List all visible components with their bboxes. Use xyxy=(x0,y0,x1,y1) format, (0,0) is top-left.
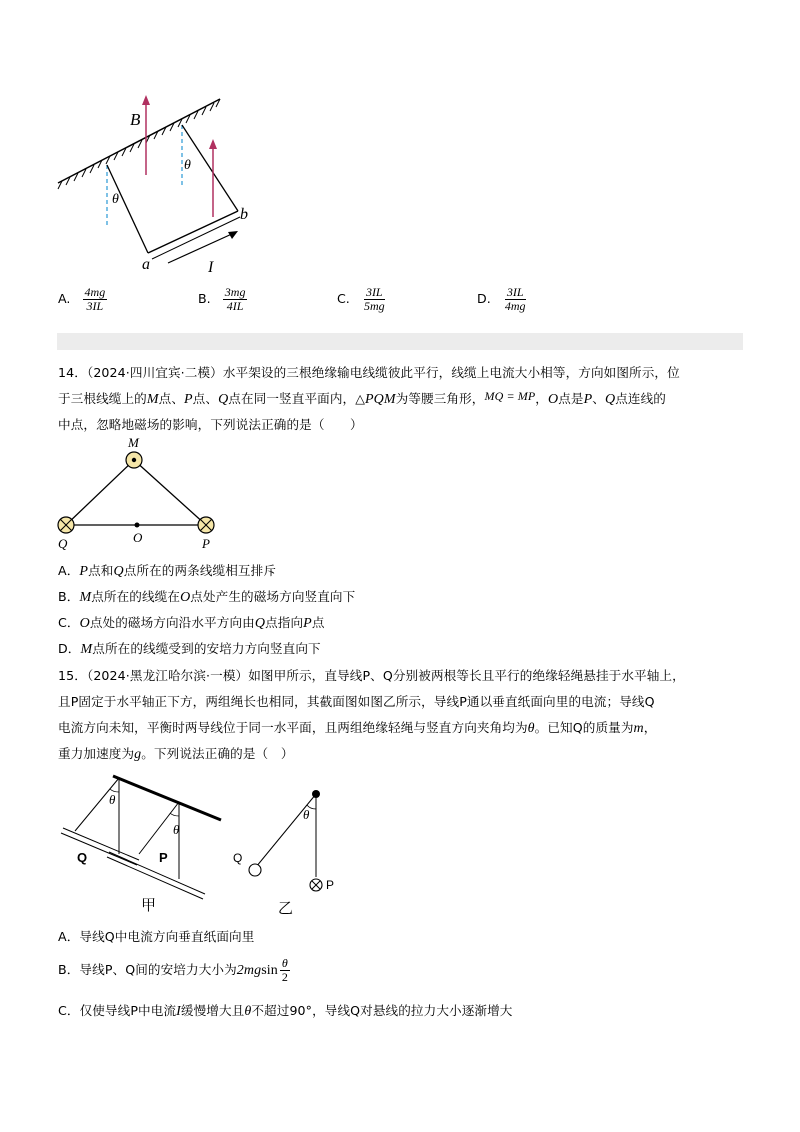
var-O: O xyxy=(180,590,191,605)
q14-option-B[interactable] xyxy=(58,586,355,606)
q13-label-a: a xyxy=(142,256,150,273)
numerator: 4mg xyxy=(84,285,106,299)
q14-stem-line-3 xyxy=(58,414,363,433)
option-letter: A． xyxy=(58,563,80,578)
text: 点、 xyxy=(192,391,219,406)
denominator: 2 xyxy=(281,970,288,984)
q14-number: 14． xyxy=(58,365,87,380)
q15-option-B[interactable] xyxy=(58,957,290,984)
text: A．导线Q中电流方向垂直纸面向里 xyxy=(58,929,255,944)
var-I: I xyxy=(176,1004,181,1019)
equation-MQ-MP: MQ = MP xyxy=(484,389,536,403)
q15-yi-label-P: P xyxy=(326,878,335,892)
text: 中点，忽略地磁场的影响，下列说法正确的是（ ） xyxy=(58,417,363,432)
option-letter: C． xyxy=(58,615,80,630)
text: 点处的磁场方向沿水平方向由 xyxy=(89,615,255,630)
var-M: M xyxy=(146,392,159,407)
option-letter: D． xyxy=(58,641,81,656)
var-P: P xyxy=(583,392,593,407)
text: 点所在的线缆在 xyxy=(91,589,181,604)
q15-jia-theta-2: θ xyxy=(173,822,180,837)
var-M: M xyxy=(79,590,92,605)
q14-fig-label-P: P xyxy=(202,536,210,551)
q15-figure-yi xyxy=(230,785,350,920)
q15-option-C[interactable] xyxy=(58,1000,512,1020)
var-theta: θ xyxy=(244,1004,252,1019)
q14-option-C[interactable] xyxy=(58,612,325,632)
text: ， xyxy=(643,720,657,735)
numerator: 3mg xyxy=(224,285,246,299)
q14-option-D[interactable] xyxy=(58,638,321,658)
fraction xyxy=(503,286,528,313)
q15-figure-jia xyxy=(55,770,230,915)
var-Q: Q xyxy=(113,564,124,579)
text: B．导线P、Q间的安培力大小为 xyxy=(58,962,237,977)
fraction xyxy=(362,286,387,313)
q13-option-C[interactable] xyxy=(337,286,387,313)
q14-stem-text: 水平架设的三根绝缘输电线缆彼此平行，线缆上电流大小相等，方向如图所示，位 xyxy=(222,365,680,380)
section-separator xyxy=(57,333,743,350)
var-M: M xyxy=(80,642,93,657)
denominator: 3IL xyxy=(86,299,104,313)
q14-stem-line-1 xyxy=(58,362,680,381)
text: 点指向 xyxy=(265,615,304,630)
text: 不超过90°，导线Q对悬线的拉力大小逐渐增大 xyxy=(251,1003,513,1018)
text: 点、 xyxy=(158,391,185,406)
q15-yi-theta: θ xyxy=(303,807,310,822)
q15-number: 15． xyxy=(58,668,87,683)
numerator: 3IL xyxy=(365,285,383,299)
option-letter: C. xyxy=(337,291,350,306)
var-O: O xyxy=(548,392,559,407)
text: 。已知Q的质量为 xyxy=(534,720,634,735)
q13-option-A[interactable] xyxy=(58,286,107,313)
q13-label-theta-right: θ xyxy=(184,158,191,173)
text: 、 xyxy=(592,391,605,406)
text: 点是 xyxy=(558,391,584,406)
text: 。下列说法正确的是（ ） xyxy=(141,746,294,761)
var-PQM: PQM xyxy=(365,392,396,407)
formula-2mg: 2mg xyxy=(236,963,262,978)
text: 点在同一竖直平面内，△ xyxy=(228,391,366,406)
q15-stem-line-3 xyxy=(58,717,656,737)
var-P: P xyxy=(303,616,312,631)
var-P: P xyxy=(79,564,89,579)
q14-source: （2024·四川宜宾·二模） xyxy=(86,365,223,380)
q13-option-B[interactable] xyxy=(198,286,247,313)
option-letter: A. xyxy=(58,291,71,306)
var-Q: Q xyxy=(254,616,266,631)
denominator: 5mg xyxy=(363,299,385,313)
q13-figure xyxy=(50,85,250,285)
q15-yi-label-Q: Q xyxy=(233,851,243,865)
q15-stem-line-2 xyxy=(58,691,655,710)
numerator: θ xyxy=(281,956,288,970)
fraction xyxy=(223,286,248,313)
text: C．仅使导线P中电流 xyxy=(58,1003,177,1018)
option-letter: B. xyxy=(198,291,211,306)
text: 点 xyxy=(311,615,325,630)
denominator: 4mg xyxy=(504,299,526,313)
var-Q: Q xyxy=(218,392,229,407)
q13-option-D[interactable] xyxy=(477,286,528,313)
text: 电流方向未知，平衡时两导线位于同一水平面，且两组绝缘轻绳与竖直方向夹角均为 xyxy=(58,720,528,735)
var-g: g xyxy=(134,747,142,762)
text: 于三根线缆上的 xyxy=(58,391,147,406)
q14-stem-line-2 xyxy=(58,388,666,408)
text: 点处产生的磁场方向竖直向下 xyxy=(190,589,356,604)
text: 点所在的线缆受到的安培力方向竖直向下 xyxy=(92,641,321,656)
q14-figure xyxy=(52,436,232,554)
var-m: m xyxy=(633,721,644,736)
text: 缓慢增大且 xyxy=(180,1003,245,1018)
q15-jia-caption: 甲 xyxy=(141,896,157,914)
text: 且P固定于水平轴正下方，两组绳长也相同，其截面图如图乙所示，导线P通以垂直纸面向里的电流；导线Q xyxy=(58,694,655,709)
denominator: 4IL xyxy=(226,299,244,313)
text: 点和 xyxy=(88,563,114,578)
var-theta: θ xyxy=(527,721,535,736)
numerator: 3IL xyxy=(506,285,524,299)
q15-stem-line-4 xyxy=(58,743,294,763)
fraction-theta-over-2 xyxy=(280,957,290,984)
var-P: P xyxy=(184,392,193,407)
var-O: O xyxy=(79,616,90,631)
q13-label-b: b xyxy=(240,206,248,223)
q13-label-theta-left: θ xyxy=(112,192,119,207)
q15-jia-label-P: P xyxy=(159,850,168,865)
formula-sin: sin xyxy=(261,963,278,978)
option-letter: D. xyxy=(477,291,491,306)
text: 为等腰三角形， xyxy=(395,391,485,406)
q14-fig-label-O: O xyxy=(133,530,143,545)
text: 点所在的两条线缆相互排斥 xyxy=(123,563,277,578)
q15-stem-line-1 xyxy=(58,665,685,684)
q14-fig-label-M: M xyxy=(128,436,139,450)
option-letter: B． xyxy=(58,589,80,604)
fraction xyxy=(83,286,108,313)
q14-fig-label-Q: Q xyxy=(58,536,68,551)
q15-option-A[interactable] xyxy=(58,926,254,945)
q13-label-B: B xyxy=(130,110,141,129)
q15-jia-theta-1: θ xyxy=(109,792,116,807)
text: 重力加速度为 xyxy=(58,746,135,761)
var-Q: Q xyxy=(604,392,616,407)
q13-label-I: I xyxy=(208,259,214,276)
text: 如图甲所示，直导线P、Q分别被两根等长且平行的绝缘轻绳悬挂于水平轴上， xyxy=(248,668,685,683)
q15-source: （2024·黑龙江哈尔滨·一模） xyxy=(86,668,249,683)
q15-yi-caption: 乙 xyxy=(278,899,294,917)
text: ， xyxy=(535,391,548,406)
text: 点连线的 xyxy=(615,391,666,406)
q14-option-A[interactable] xyxy=(58,560,276,580)
q15-jia-label-Q: Q xyxy=(77,850,88,865)
